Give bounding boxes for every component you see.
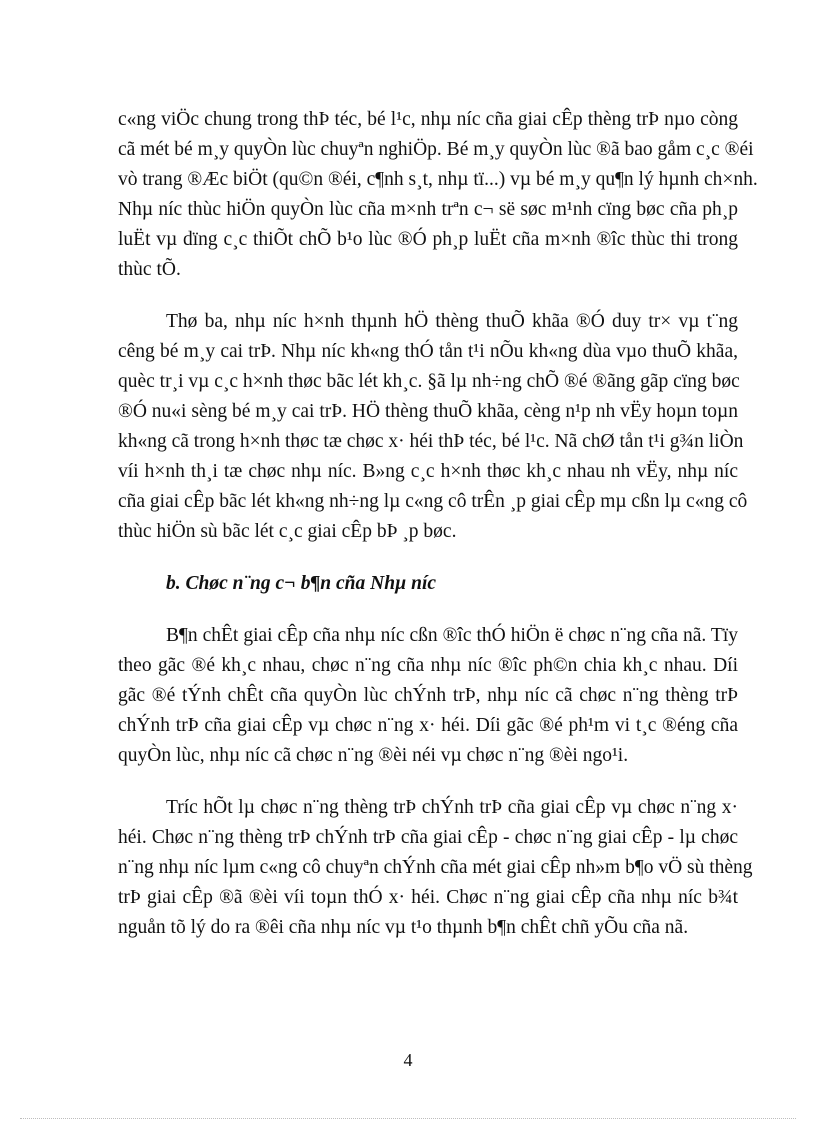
text-line: n¨ng nhµ níc lµm c«ng cô chuyªn chÝnh cña mét giai cÊp nh»m b¶o vÖ sù thèng: [118, 857, 753, 878]
text-line: luËt vµ dïng c¸c thiÕt chÕ b¹o lùc ®Ó ph¸p luËt cña m×nh ®îc thùc thi trong: [118, 229, 738, 250]
text-line: B¶n chÊt giai cÊp cña nhµ níc cßn ®îc thÓ hiÖn ë chøc n¨ng cña nã. Tïy: [166, 625, 738, 646]
paragraph-3: [118, 621, 738, 771]
text-line: trÞ giai cÊp ®ã ®èi víi toµn thÓ x· héi. Chøc n¨ng giai cÊp cña nhµ níc b¾t: [118, 887, 738, 908]
text-line: nguån tõ lý do ra ®êi cña nhµ níc vµ t¹o thµnh b¶n chÊt chñ yÕu cña nã.: [118, 917, 689, 938]
text-line: quyÒn lùc, nhµ níc cã chøc n¨ng ®èi néi vµ chøc n¨ng ®èi ngo¹i.: [118, 745, 629, 766]
text-line: gãc ®é tÝnh chÊt cña quyÒn lùc chÝnh trÞ, nhµ níc cã chøc n¨ng thèng trÞ: [118, 685, 738, 706]
text-line: chÝnh trÞ cña giai cÊp vµ chøc n¨ng x· héi. Díi gãc ®é ph¹m vi t¸c ®éng cña: [118, 715, 738, 736]
paragraph-4: [118, 793, 753, 943]
text-line: Nhµ níc thùc hiÖn quyÒn lùc cña m×nh trªn c¬ së søc m¹nh cïng bøc cña ph¸p: [118, 199, 738, 220]
paragraph-1: [118, 105, 758, 285]
text-line: kh«ng cã trong h×nh thøc tæ chøc x· héi thÞ téc, bé l¹c. Nã chØ tån t¹i g¾n liÒn: [118, 431, 744, 452]
text-line: ®Ó nu«i sèng bé m¸y cai trÞ. HÖ thèng thuÕ khãa, cèng n¹p nh vËy hoµn toµn: [118, 401, 738, 422]
text-line: c«ng viÖc chung trong thÞ téc, bé l¹c, nhµ níc cña giai cÊp thèng trÞ nµo còng: [118, 109, 738, 130]
text-line: thùc tÕ.: [118, 259, 181, 280]
text-line: Thø ba, nhµ níc h×nh thµnh hÖ thèng thuÕ khãa ®Ó duy tr× vµ t¨ng: [166, 311, 738, 332]
text-line: Tríc hÕt lµ chøc n¨ng thèng trÞ chÝnh trÞ cña giai cÊp vµ chøc n¨ng x·: [166, 797, 738, 818]
text-line: cêng bé m¸y cai trÞ. Nhµ níc kh«ng thÓ tån t¹i nÕu kh«ng dùa vµo thuÕ khãa,: [118, 341, 738, 362]
text-line: quèc tr¸i vµ c¸c h×nh thøc bãc lét kh¸c. §ã lµ nh÷ng chÕ ®é ®ãng gãp cïng bøc: [118, 371, 740, 392]
section-heading: b. Chøc n¨ng c¬ b¶n cña Nhµ níc: [166, 573, 437, 594]
text-line: thùc hiÖn sù bãc lét c¸c giai cÊp bÞ ¸p bøc.: [118, 521, 457, 542]
page-number: 4: [403, 1050, 413, 1070]
page-body: [118, 105, 758, 943]
text-line: cña giai cÊp bãc lét kh«ng nh÷ng lµ c«ng cô trÊn ¸p giai cÊp mµ cßn lµ c«ng cô: [118, 491, 748, 512]
paragraph-2: [118, 307, 748, 547]
page-bottom-divider: [20, 1118, 796, 1119]
text-line: theo gãc ®é kh¸c nhau, chøc n¨ng cña nhµ níc ®îc ph©n chia kh¸c nhau. Díi: [118, 655, 738, 676]
text-line: héi. Chøc n¨ng thèng trÞ chÝnh trÞ cña giai cÊp - chøc n¨ng giai cÊp - lµ chøc: [118, 827, 738, 848]
text-line: cã mét bé m¸y quyÒn lùc chuyªn nghiÖp. Bé m¸y quyÒn lùc ®ã bao gåm c¸c ®éi: [118, 139, 754, 160]
text-line: vò trang ®Æc biÖt (qu©n ®éi, c¶nh s¸t, nhµ tï...) vµ bé m¸y qu¶n lý hµnh ch×nh.: [118, 169, 758, 190]
text-line: víi h×nh th¸i tæ chøc nhµ níc. B»ng c¸c h×nh thøc kh¸c nhau nh vËy, nhµ níc: [118, 461, 738, 482]
